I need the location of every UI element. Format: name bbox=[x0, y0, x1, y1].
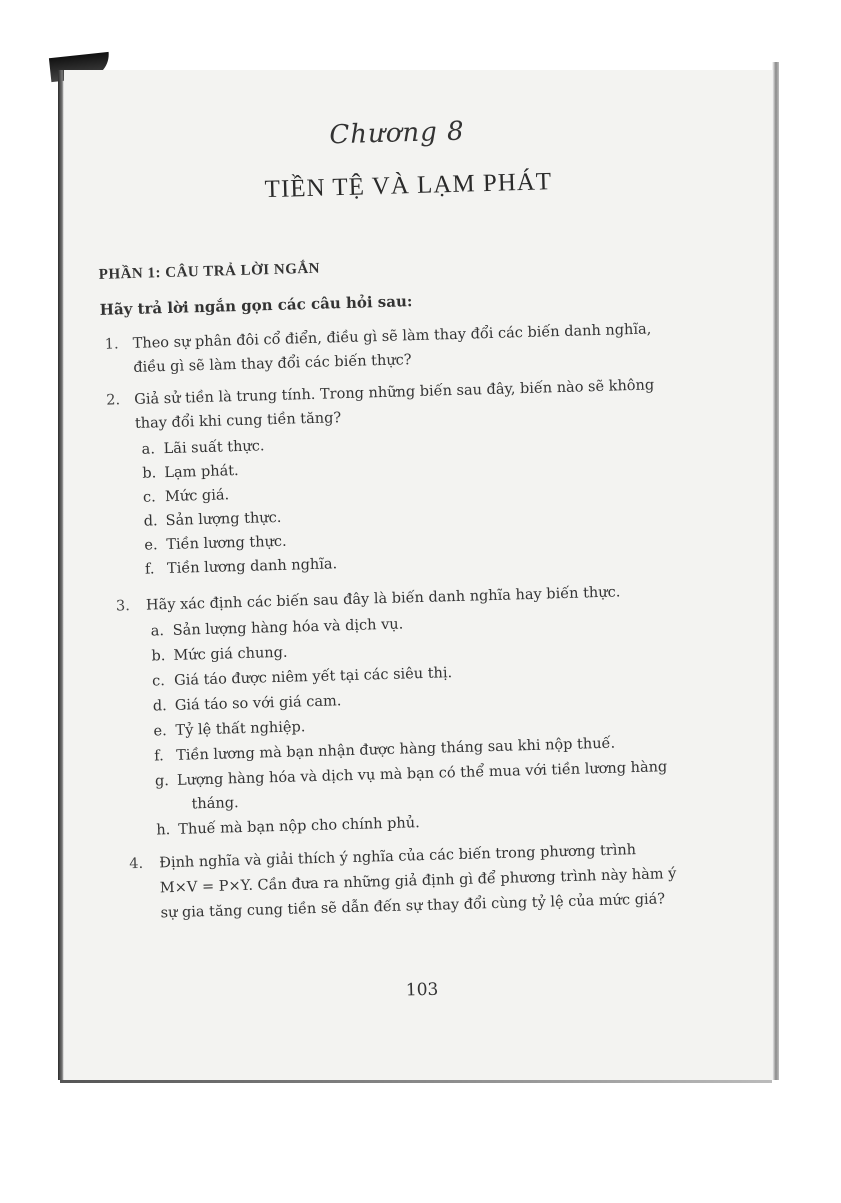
question-text: điều gì sẽ làm thay đổi các biến thực? bbox=[133, 352, 412, 376]
option-text: Tiền lương mà bạn nhận được hàng tháng sau khi nộp thuế. bbox=[176, 735, 616, 764]
page-number: 103 bbox=[405, 979, 439, 1001]
option-text: Mức giá chung. bbox=[173, 644, 288, 664]
option-text: Sản lượng hàng hóa và dịch vụ. bbox=[172, 616, 404, 639]
option-label: f. bbox=[144, 561, 155, 578]
option-text: Giá táo so với giá cam. bbox=[174, 693, 342, 714]
question-text: Giả sử tiền là trung tính. Trong những biến sau đây, biến nào sẽ không bbox=[134, 377, 655, 408]
option-label: h. bbox=[156, 822, 171, 839]
option-text: Giá táo được niêm yết tại các siêu thị. bbox=[173, 665, 453, 689]
option-label: f. bbox=[154, 748, 164, 765]
option-text: Tiền lương thực. bbox=[166, 533, 287, 554]
option-label: c. bbox=[151, 673, 166, 690]
option-label: c. bbox=[142, 489, 156, 506]
part-instruction: Hãy trả lời ngắn gọn các câu hỏi sau: bbox=[99, 292, 413, 319]
question-text: thay đổi khi cung tiền tăng? bbox=[134, 410, 342, 432]
question-number: 3. bbox=[115, 598, 131, 615]
option-text: Tỷ lệ thất nghiệp. bbox=[175, 719, 306, 739]
question-number: 1. bbox=[104, 336, 119, 353]
option-label: d. bbox=[143, 513, 158, 530]
option-text: Sản lượng thực. bbox=[165, 509, 282, 530]
question-number: 4. bbox=[129, 855, 144, 873]
option-text: Tiền lương danh nghĩa. bbox=[166, 556, 338, 578]
option-text: Thuế mà bạn nộp cho chính phủ. bbox=[178, 815, 420, 838]
chapter-title: TIỀN TỆ VÀ LẠM PHÁT bbox=[264, 168, 553, 204]
question-text: Định nghĩa và giải thích ý nghĩa của các biến trong phương trình bbox=[159, 842, 637, 872]
question-number: 2. bbox=[106, 392, 121, 409]
option-label: a. bbox=[141, 441, 156, 458]
option-text: Lạm phát. bbox=[164, 463, 239, 482]
option-text-continued: tháng. bbox=[191, 795, 239, 813]
option-label: d. bbox=[152, 698, 167, 715]
option-label: e. bbox=[144, 537, 158, 554]
option-label: b. bbox=[142, 465, 157, 482]
option-text: Mức giá. bbox=[164, 487, 230, 506]
option-label: a. bbox=[150, 623, 165, 640]
question-text: Hãy xác định các biến sau đây là biến danh nghĩa hay biến thực. bbox=[145, 584, 621, 614]
question-text: Theo sự phân đôi cổ điển, điều gì sẽ làm thay đổi các biến danh nghĩa, bbox=[132, 321, 652, 352]
option-text: Lượng hàng hóa và dịch vụ mà bạn có thể mua với tiền lương hàng bbox=[176, 759, 668, 789]
part-heading: PHẦN 1: CÂU TRẢ LỜI NGẮN bbox=[98, 260, 321, 283]
option-label: e. bbox=[153, 723, 167, 740]
chapter-label: Chương 8 bbox=[328, 116, 465, 151]
option-label: b. bbox=[151, 648, 166, 665]
question-text: M×V = P×Y. Cần đưa ra những giả định gì để phương trình này hàm ý bbox=[159, 865, 677, 897]
option-label: g. bbox=[154, 773, 170, 790]
question-text: sự gia tăng cung tiền sẽ dẫn đến sự thay đổi cùng tỷ lệ của mức giá? bbox=[160, 891, 666, 922]
option-text: Lãi suất thực. bbox=[163, 438, 265, 458]
